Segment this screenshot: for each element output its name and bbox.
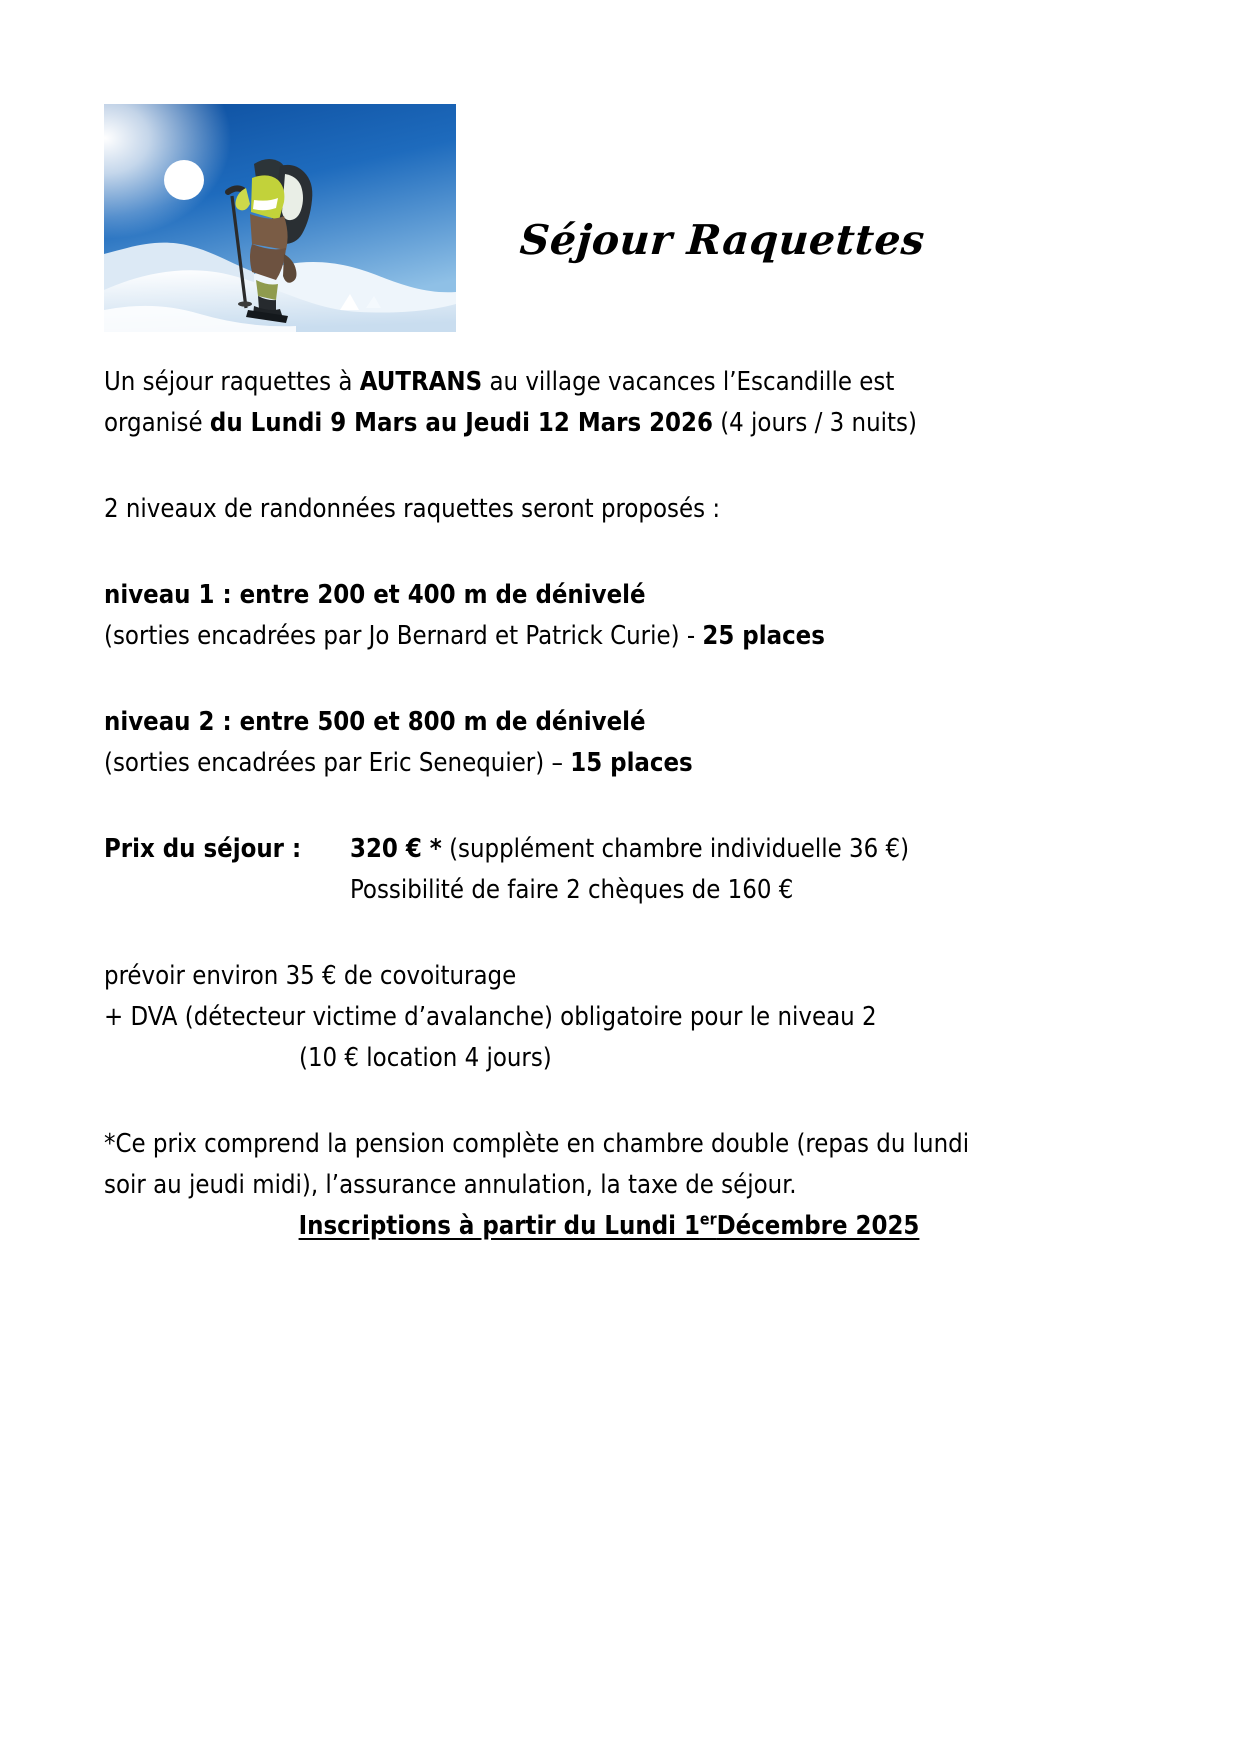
spacer	[104, 530, 1114, 575]
document-header	[0, 0, 1240, 345]
price-line	[104, 829, 1114, 870]
level-2-heading: niveau 2 : entre 500 et 800 m de dénivelé	[104, 707, 646, 737]
page-title: Séjour Raquettes	[518, 216, 927, 264]
registration-prefix: Inscriptions à partir du Lundi 1	[298, 1211, 700, 1241]
level-1-places: 25 places	[702, 621, 825, 651]
carpool-note: prévoir environ 35 € de covoiturage	[104, 961, 517, 991]
price-amount: 320 € *	[350, 834, 442, 864]
spacer	[104, 784, 1114, 829]
level-1-guides: (sorties encadrées par Jo Bernard et Patrick Curie) -	[104, 621, 703, 651]
price-label: Prix du séjour :	[104, 834, 302, 864]
registration-ordinal: er	[699, 1209, 717, 1229]
spacer	[104, 444, 1114, 489]
level-2-guides: (sorties encadrées par Eric Senequier) –	[104, 748, 571, 778]
level-2-places: 15 places	[570, 748, 693, 778]
price-installments: Possibilité de faire 2 chèques de 160 €	[350, 875, 794, 905]
intro-line-1	[104, 362, 1114, 403]
intro-text-d: organisé	[104, 408, 210, 438]
level-2-detail	[104, 743, 1114, 784]
level-1-heading: niveau 1 : entre 200 et 400 m de dénivelé	[104, 580, 646, 610]
snowshoe-hiker-photo	[104, 104, 456, 332]
registration-line	[104, 1206, 1114, 1247]
document-body	[104, 362, 1114, 1247]
trip-dates: du Lundi 9 Mars au Jeudi 12 Mars 2026	[209, 408, 713, 438]
trip-duration: (4 jours / 3 nuits)	[712, 408, 917, 438]
dva-note: + DVA (détecteur victime d’avalanche) obligatoire pour le niveau 2	[104, 1002, 877, 1032]
dva-rental-text: (10 € location 4 jours)	[299, 1043, 552, 1073]
intro-text-c: au village vacances l’Escandille est	[482, 367, 895, 397]
destination-name: AUTRANS	[359, 367, 483, 397]
levels-intro: 2 niveaux de randonnées raquettes seront proposés :	[104, 494, 721, 524]
spacer	[104, 1079, 1114, 1124]
spacer	[104, 657, 1114, 702]
dva-rental-note	[104, 1038, 1114, 1079]
intro-line-2	[104, 403, 1114, 444]
level-1-detail	[104, 616, 1114, 657]
registration-suffix: Décembre 2025	[716, 1211, 920, 1241]
price-installments-line	[104, 870, 1114, 911]
footnote-line-2: soir au jeudi midi), l’assurance annulation, la taxe de séjour.	[104, 1170, 797, 1200]
footnote-line-1: *Ce prix comprend la pension complète en chambre double (repas du lundi	[104, 1129, 970, 1159]
price-supplement: (supplément chambre individuelle 36 €)	[441, 834, 910, 864]
spacer	[104, 911, 1114, 956]
intro-text-a: Un séjour raquettes à	[104, 367, 360, 397]
